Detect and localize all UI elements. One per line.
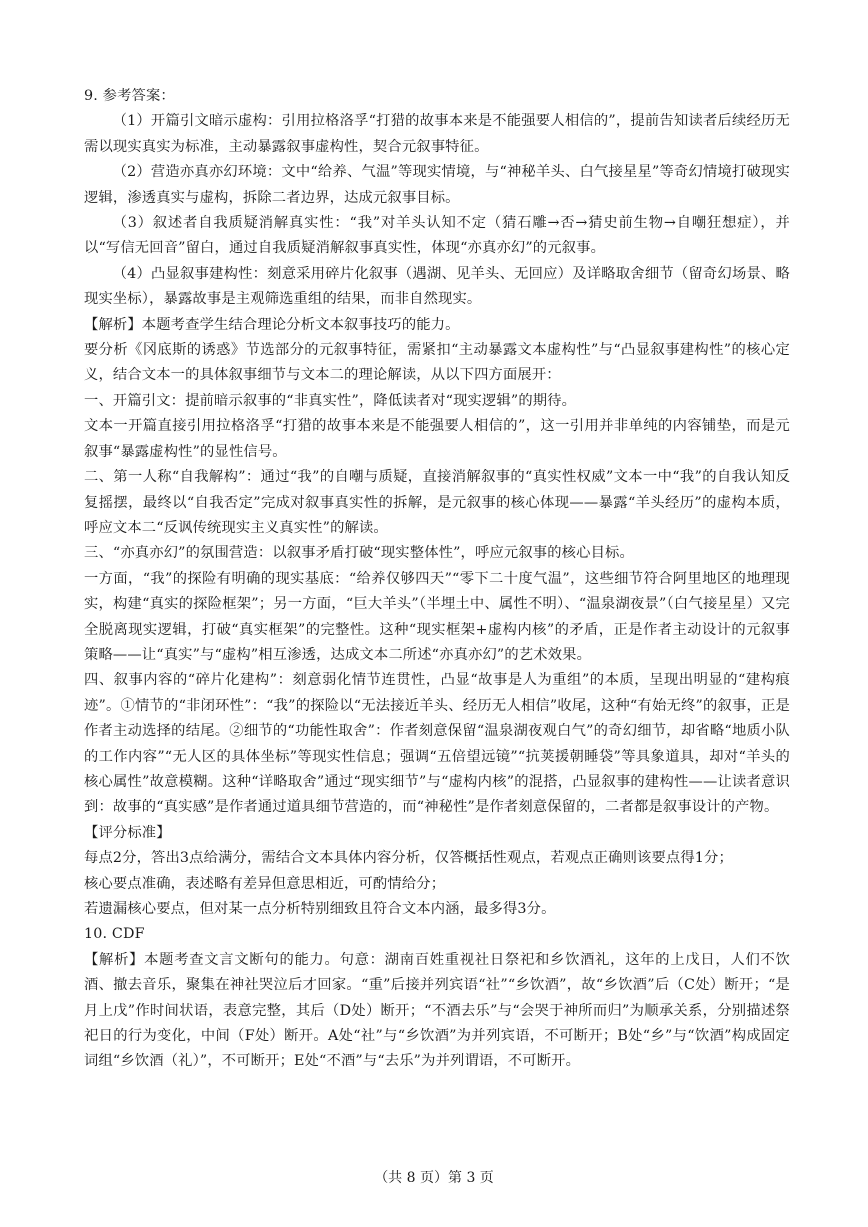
page-body	[84, 84, 790, 1075]
q9-analysis-point-4: 四、叙事内容的“碎片化建构”：刻意弱化情节连贯性，凸显“故事是人为重组”的本质，呈现出明显的“建构痕迹”。①情节的“非闭环性”：“我”的探险以“无法接近羊头、经历无人相信”收尾，这种“有始无终”的叙事，正是作者主动选择的结尾。②细节的“功能性取舍”：作者刻意保留“温泉湖夜观白气”的奇幻细节，却省略“地质小队的工作内容”“无人区的具体坐标”等现实性信息；强调“五倍望远镜”“抗荚援朝睡袋”等具象道具，却对“羊头的核心属性”故意模糊。这种“详略取舍”通过“现实细节”与“虚构内核”的混搭，凸显叙事的建构性——让读者意识到：故事的“真实感”是作者通过道具细节营造的，而“神秘性”是作者刻意保留的，二者都是叙事设计的产物。	[84, 672, 790, 816]
q9-analysis-intro: 要分析《冈底斯的诱惑》节选部分的元叙事特征，需紧扣“主动暴露文本虚构性”与“凸显叙事建构性”的核心定义，结合文本一的具体叙事细节与文本二的理论解读，从以下四方面展开：	[84, 342, 790, 384]
q9-scoring-heading: 【评分标准】	[84, 824, 171, 841]
q9-answer-1: （1）开篇引文暗示虚构：引用拉格洛孚“打猎的故事本来是不能强要人相信的”，提前告知读者后续经历无需以现实真实为标准，主动暴露叙事虚构性，契合元叙事特征。	[84, 113, 790, 155]
q9-answer-4: （4）凸显叙事建构性：刻意采用碎片化叙事（遇湖、见羊头、无回应）及详略取舍细节（留奇幻场景、略现实坐标），暴露故事是主观筛选重组的结果，而非自然现实。	[84, 265, 790, 308]
q10-analysis: 【解析】本题考查文言文断句的能力。句意：湖南百姓重视社日祭祀和乡饮酒礼，这年的上戊日，人们不饮酒、撤去音乐，聚集在神社哭泣后才回家。“重”后接并列宾语“社”“乡饮酒”，故“乡饮酒”后（C处）断开；“是月上戊”作时间状语，表意完整，其后（D处）断开；“不酒去乐”与“会哭于神所而归”为顺承关系，分别描述祭祀日的行为变化，中间（F处）断开。A处“社”与“乡饮酒”为并列宾语，不可断开；B处“乡”与“饮酒”构成固定词组“乡饮酒（礼）”，不可断开；E处“不酒”与“去乐”为并列谓语，不可断开。	[84, 951, 790, 1070]
q9-analysis-heading: 【解析】本题考查学生结合理论分析文本叙事技巧的能力。	[84, 316, 460, 333]
q9-analysis-point-3-heading: 三、“亦真亦幻”的氛围营造：以叙事矛盾打破“现实整体性”，呼应元叙事的核心目标。	[84, 545, 634, 562]
q10-title: 10. CDF	[84, 926, 145, 943]
q9-scoring-line-1: 每点2分，答出3点给满分，需结合文本具体内容分析，仅答概括性观点，若观点正确则该要点得1分；	[84, 850, 733, 867]
q9-title: 9. 参考答案：	[84, 88, 175, 104]
q9-analysis-point-2: 二、第一人称“自我解构”：通过“我”的自嘲与质疑，直接消解叙事的“真实性权威”文本一中“我”的自我认知反复摇摆，最终以“自我否定”完成对叙事真实性的拆解，是元叙事的核心体现——暴露“羊头经历”的虚构本质，呼应文本二“反讽传统现实主义真实性”的解读。	[84, 469, 790, 536]
q9-answer-2: （2）营造亦真亦幻环境：文中“给养、气温”等现实情境，与“神秘羊头、白气接星星”等奇幻情境打破现实逻辑，渗透真实与虚构，拆除二者边界，达成元叙事目标。	[84, 164, 790, 206]
q9-analysis-point-3-body: 一方面，“我”的探险有明确的现实基底：“给养仅够四天”“零下二十度气温”，这些细节符合阿里地区的地理现实，构建“真实的探险框架”；另一方面，“巨大羊头”（半埋土中、属性不明）、“温泉湖夜景”（白气接星星）又完全脱离现实逻辑，打破“真实框架”的完整性。这种“现实框架+虚构内核”的矛盾，正是作者主动设计的元叙事策略——让“真实”与“虚构”相互渗透，达成文本二所述“亦真亦幻”的艺术效果。	[84, 570, 790, 663]
q9-analysis-point-1-heading: 一、开篇引文：提前暗示叙事的“非真实性”，降低读者对“现实逻辑”的期待。	[84, 392, 577, 409]
q9-scoring-line-3: 若遗漏核心要点，但对某一点分析特别细致且符合文本内涵，最多得3分。	[84, 901, 556, 917]
q9-answer-3: （3）叙述者自我质疑消解真实性：“我”对羊头认知不定（猜石雕→否→猜史前生物→自嘲狂想症），并以“写信无回音”留白，通过自我质疑消解叙事真实性，体现“亦真亦幻”的元叙事。	[84, 215, 790, 257]
q9-analysis-point-1-body: 文本一开篇直接引用拉格洛孚“打猎的故事本来是不能强要人相信的”，这一引用并非单纯的内容铺垫，而是元叙事“暴露虚构性”的显性信号。	[84, 418, 790, 460]
page-footer: （共 8 页）第 3 页	[374, 1170, 494, 1186]
q9-scoring-line-2: 核心要点准确，表述略有差异但意思相近，可酌情给分；	[84, 875, 446, 892]
